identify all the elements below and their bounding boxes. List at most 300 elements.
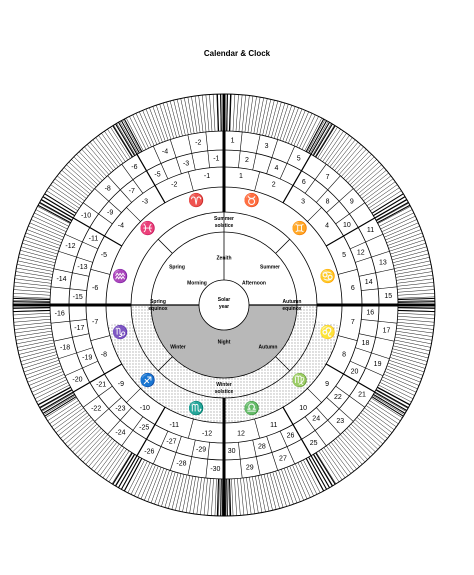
month-tick	[398, 298, 435, 299]
day-tick	[181, 98, 189, 134]
half-sign-divider	[155, 185, 165, 202]
day-tick	[106, 449, 127, 480]
day-tick	[396, 334, 432, 340]
day-tick	[386, 230, 421, 243]
cancer-icon: ♋	[319, 268, 336, 284]
day-tick	[209, 95, 212, 132]
day-tick	[32, 377, 66, 392]
zenith-label: Zenith	[216, 255, 232, 262]
day-tick	[14, 322, 51, 326]
day-tick	[37, 206, 70, 223]
month-tick	[221, 479, 222, 516]
day-tick	[208, 478, 211, 515]
solar-year-label: Solar	[217, 296, 231, 303]
season-summer-label: Summer	[259, 264, 281, 271]
month-tick	[229, 479, 230, 516]
day-tick	[28, 369, 62, 383]
day-number: 25	[309, 439, 318, 447]
day-tick	[112, 452, 132, 483]
month-tick	[13, 302, 50, 303]
day-tick	[398, 313, 435, 315]
day-number: -6	[131, 163, 138, 171]
day-tick	[321, 449, 342, 480]
day-tick	[371, 398, 402, 418]
autumn-equinox-label: equinox	[282, 305, 302, 312]
morning-label: Morning	[187, 280, 207, 287]
day-tick	[28, 226, 62, 240]
day-number: 21	[358, 391, 366, 399]
day-number: -3	[182, 160, 190, 168]
day-number: 7	[325, 174, 330, 182]
day-tick	[184, 98, 191, 134]
day-divider	[361, 287, 397, 291]
half-sign-divider	[126, 388, 140, 402]
zodiac-number: -12	[201, 430, 213, 438]
day-tick	[286, 108, 299, 143]
day-tick	[18, 343, 54, 351]
day-tick	[191, 97, 197, 134]
day-number: -25	[139, 424, 150, 432]
afternoon-label: Afternoon	[242, 280, 266, 287]
day-tick	[136, 113, 151, 147]
day-number: -17	[74, 324, 85, 332]
day-tick	[280, 105, 292, 140]
day-tick	[14, 290, 51, 293]
zodiac-number: 10	[299, 404, 308, 412]
day-divider	[51, 319, 87, 323]
day-divider	[51, 287, 87, 291]
day-tick	[388, 233, 423, 246]
day-tick	[237, 478, 240, 515]
day-number: 15	[384, 293, 393, 301]
zodiac-number: -3	[141, 198, 148, 206]
zodiac-number: -2	[171, 181, 178, 189]
day-tick	[393, 257, 429, 265]
day-number: -1	[213, 155, 220, 163]
day-number: -16	[54, 310, 65, 318]
day-tick	[255, 476, 262, 512]
half-sign-divider	[91, 269, 110, 274]
day-tick	[389, 360, 424, 372]
gemini-icon: ♊	[291, 220, 309, 236]
zodiac-number: -1	[203, 172, 211, 180]
pisces-icon: ♓	[139, 220, 157, 236]
day-tick	[242, 95, 246, 132]
day-number: 22	[333, 394, 342, 402]
season-winter-label: Winter	[170, 344, 186, 351]
day-tick	[254, 97, 260, 133]
day-tick	[287, 467, 300, 501]
zodiac-number: 8	[342, 351, 347, 359]
day-tick	[367, 185, 397, 206]
leo-icon: ♌	[319, 324, 336, 340]
day-tick	[39, 203, 71, 221]
day-tick	[16, 334, 52, 340]
aquarius-icon: ♒	[112, 268, 129, 284]
day-tick	[394, 261, 430, 269]
day-tick	[109, 451, 129, 482]
day-number: -14	[56, 276, 67, 284]
day-tick	[389, 240, 424, 251]
half-sign-divider	[338, 269, 357, 274]
day-tick	[13, 313, 50, 315]
winter-solstice-label: solstice	[214, 388, 234, 395]
month-tick	[398, 310, 435, 311]
half-sign-divider	[104, 364, 121, 374]
day-tick	[381, 380, 414, 396]
day-number: 9	[349, 198, 354, 206]
chart-title: Calendar & Clock	[203, 49, 271, 58]
day-tick	[284, 468, 297, 503]
day-tick	[310, 122, 328, 154]
half-sign-divider	[126, 207, 140, 221]
half-sign-divider	[91, 336, 110, 341]
day-tick	[240, 478, 243, 515]
day-tick	[26, 366, 61, 379]
day-divider	[65, 361, 98, 376]
day-tick	[378, 206, 411, 223]
day-number: -26	[144, 448, 155, 456]
day-tick	[231, 479, 233, 516]
day-tick	[206, 95, 209, 132]
day-divider	[336, 203, 365, 224]
zodiac-number: -7	[91, 318, 99, 326]
day-tick	[258, 476, 265, 512]
day-tick	[103, 448, 124, 478]
day-number: 23	[336, 418, 345, 426]
day-divider	[350, 234, 383, 249]
day-tick	[386, 369, 420, 383]
day-number: 11	[366, 227, 375, 235]
day-tick	[120, 122, 138, 154]
zodiac-number: -10	[139, 404, 150, 412]
day-number: 28	[258, 443, 266, 451]
day-tick	[13, 316, 50, 318]
day-tick	[277, 104, 288, 139]
day-number: 4	[274, 165, 279, 173]
summer-solstice-label: solstice	[214, 222, 234, 229]
month-tick	[217, 479, 218, 516]
day-number: 2	[244, 157, 249, 165]
day-tick	[389, 236, 424, 248]
day-tick	[251, 97, 257, 134]
day-number: -15	[72, 294, 83, 302]
day-number: 6	[301, 178, 306, 186]
day-tick	[29, 371, 63, 385]
day-number: -18	[60, 344, 71, 352]
night-label: Night	[217, 339, 231, 346]
day-divider	[188, 440, 195, 475]
day-tick	[239, 95, 242, 132]
day-tick	[283, 106, 295, 141]
day-number: -24	[115, 429, 126, 437]
day-tick	[146, 109, 160, 143]
day-number: -12	[65, 242, 76, 250]
summer-solstice-label: Summer	[213, 215, 235, 222]
day-number: 3	[264, 142, 269, 150]
month-tick	[13, 298, 50, 299]
day-number: -20	[72, 376, 83, 384]
day-number: 24	[312, 415, 321, 423]
day-tick	[18, 257, 54, 265]
day-tick	[186, 476, 193, 512]
half-sign-divider	[188, 419, 193, 438]
day-tick	[233, 94, 235, 131]
day-divider	[359, 269, 394, 276]
day-tick	[394, 340, 430, 347]
month-tick	[13, 310, 50, 311]
day-number: -7	[128, 187, 135, 195]
solar-year-label: year	[218, 303, 230, 310]
day-tick	[395, 268, 431, 274]
taurus-icon: ♉	[243, 192, 260, 208]
day-tick	[398, 290, 435, 293]
day-number: 27	[279, 455, 287, 463]
day-tick	[158, 470, 170, 505]
day-tick	[156, 105, 168, 140]
day-tick	[202, 95, 206, 132]
day-tick	[44, 395, 76, 414]
day-tick	[13, 300, 50, 301]
zodiac-number: -5	[100, 252, 108, 260]
day-number: -8	[104, 185, 111, 193]
day-number: -30	[210, 466, 221, 474]
day-tick	[385, 226, 419, 240]
zodiac-number: 5	[342, 252, 347, 260]
day-tick	[382, 377, 416, 392]
day-tick	[281, 469, 293, 504]
day-tick	[395, 264, 431, 271]
day-tick	[374, 393, 406, 412]
day-tick	[397, 319, 434, 322]
half-sign-divider	[255, 419, 260, 438]
half-sign-divider	[155, 407, 165, 424]
day-tick	[397, 322, 434, 326]
zodiac-number: 11	[270, 421, 278, 429]
capricorn-icon: ♑	[112, 324, 129, 340]
zodiac-number: 12	[237, 430, 245, 438]
day-tick	[213, 94, 215, 131]
sagittarius-icon: ♐	[139, 372, 157, 388]
day-tick	[204, 478, 207, 515]
day-tick	[394, 343, 430, 351]
day-divider	[280, 146, 295, 179]
day-tick	[16, 268, 52, 274]
day-number: 8	[325, 198, 330, 206]
day-tick	[387, 366, 422, 379]
day-tick	[27, 230, 62, 243]
zodiac-number: 4	[325, 222, 330, 230]
month-tick	[217, 94, 218, 131]
day-tick	[291, 110, 305, 144]
day-tick	[16, 272, 53, 278]
day-tick	[25, 363, 60, 375]
half-sign-divider	[326, 236, 343, 246]
day-number: 10	[342, 222, 351, 230]
day-tick	[385, 371, 419, 385]
day-number: 29	[245, 464, 254, 472]
month-tick	[229, 94, 230, 131]
day-divider	[206, 442, 210, 478]
zodiac-number: -9	[117, 380, 124, 388]
day-tick	[149, 108, 162, 143]
day-number: -4	[161, 148, 169, 156]
day-tick	[14, 286, 51, 289]
zodiac-number: -6	[91, 284, 99, 292]
day-divider	[238, 442, 242, 478]
day-tick	[33, 216, 67, 232]
month-tick	[221, 94, 222, 131]
day-tick	[188, 97, 194, 133]
day-tick	[17, 337, 53, 344]
libra-icon: ♎	[243, 400, 260, 416]
day-tick	[397, 286, 434, 289]
day-tick	[144, 466, 158, 500]
day-tick	[26, 233, 61, 246]
day-tick	[183, 476, 190, 512]
day-tick	[51, 185, 81, 206]
zodiac-number: 9	[325, 380, 330, 388]
day-number: -29	[196, 446, 207, 454]
month-tick	[398, 302, 435, 303]
half-sign-divider	[307, 388, 321, 402]
day-tick	[46, 398, 77, 418]
day-divider	[83, 386, 112, 407]
day-tick	[18, 261, 54, 269]
day-tick	[263, 99, 271, 135]
day-tick	[319, 451, 339, 482]
day-tick	[17, 340, 53, 347]
day-divider	[153, 431, 168, 464]
aries-icon: ♈	[188, 192, 205, 208]
day-number: 18	[361, 339, 370, 347]
day-number: -9	[107, 209, 114, 217]
autumn-equinox-label: Autumn	[282, 298, 302, 305]
day-tick	[17, 264, 53, 271]
zodiac-number: 1	[239, 172, 243, 180]
day-tick	[260, 98, 268, 134]
day-tick	[151, 468, 164, 503]
day-tick	[288, 109, 302, 143]
day-tick	[373, 395, 405, 414]
half-sign-divider	[338, 336, 357, 341]
day-number: 26	[286, 432, 295, 440]
zodiac-number: 2	[271, 181, 276, 189]
half-sign-divider	[307, 207, 321, 221]
zodiac-number: 7	[350, 318, 355, 326]
day-tick	[398, 316, 435, 318]
zodiac-number: 6	[350, 284, 355, 292]
day-number: -10	[80, 212, 92, 220]
day-tick	[153, 106, 165, 141]
day-tick	[398, 300, 435, 301]
day-tick	[261, 475, 269, 511]
day-divider	[54, 334, 89, 341]
day-tick	[24, 360, 59, 372]
month-tick	[398, 308, 435, 309]
day-tick	[14, 319, 51, 322]
day-number: -13	[77, 263, 88, 271]
day-number: 12	[356, 249, 365, 257]
winter-solstice-label: Winter	[216, 381, 232, 388]
day-number: 30	[227, 448, 236, 456]
day-divider	[253, 135, 260, 170]
day-number: 16	[366, 309, 375, 317]
day-tick	[133, 115, 149, 148]
month-tick	[227, 479, 228, 516]
day-tick	[190, 477, 196, 514]
day-number: 20	[350, 368, 359, 376]
day-tick	[316, 452, 336, 483]
day-tick	[252, 477, 258, 514]
half-sign-divider	[255, 172, 260, 191]
day-divider	[206, 132, 210, 168]
day-number: -27	[166, 438, 177, 446]
day-number: -19	[82, 354, 93, 362]
day-tick	[398, 293, 435, 295]
spring-equinox-label: equinox	[148, 305, 168, 312]
day-tick	[23, 240, 58, 251]
day-tick	[15, 331, 52, 337]
day-number: -21	[96, 381, 107, 389]
day-number: 5	[296, 155, 301, 163]
day-tick	[24, 236, 59, 248]
day-tick	[324, 448, 345, 478]
half-sign-divider	[283, 185, 293, 202]
day-tick	[396, 331, 433, 337]
month-tick	[13, 308, 50, 309]
day-divider	[238, 132, 242, 168]
day-tick	[278, 470, 290, 505]
day-tick	[160, 104, 171, 139]
half-sign-divider	[283, 407, 293, 424]
day-tick	[299, 115, 315, 148]
day-tick	[179, 475, 187, 511]
zodiac-number: -8	[100, 351, 108, 359]
day-tick	[154, 469, 166, 504]
day-tick	[297, 113, 312, 147]
season-divider	[158, 239, 172, 253]
day-tick	[148, 467, 161, 501]
day-number: -11	[88, 235, 99, 243]
scorpio-icon: ♏	[188, 400, 205, 416]
day-divider	[305, 164, 326, 193]
spring-equinox-label: Spring	[150, 298, 166, 305]
day-number: 13	[378, 259, 387, 267]
half-sign-divider	[104, 236, 121, 246]
season-autumn-label: Autumn	[258, 344, 278, 351]
day-tick	[257, 98, 264, 134]
day-tick	[395, 337, 431, 344]
season-divider	[276, 239, 290, 253]
day-tick	[14, 282, 51, 286]
day-tick	[177, 99, 185, 135]
day-number: -2	[195, 139, 202, 147]
day-number: -22	[91, 405, 102, 413]
day-tick	[397, 282, 434, 286]
zodiac-number: -11	[169, 421, 180, 429]
day-tick	[396, 272, 433, 278]
day-tick	[388, 363, 423, 375]
day-number: 17	[382, 327, 391, 335]
day-number: 1	[230, 137, 235, 145]
day-number: -28	[176, 460, 187, 468]
day-tick	[234, 479, 236, 516]
season-spring-label: Spring	[169, 264, 185, 271]
day-tick	[33, 380, 66, 396]
day-tick	[236, 95, 239, 132]
day-number: 19	[373, 360, 382, 368]
